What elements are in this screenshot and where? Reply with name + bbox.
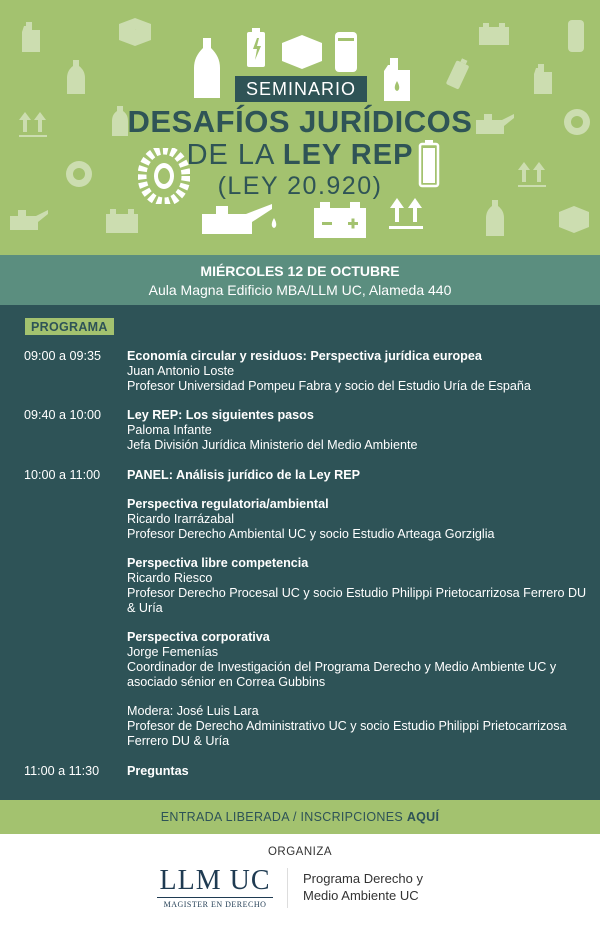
panel-moderator xyxy=(127,704,597,749)
logo-divider xyxy=(157,897,273,898)
plastic-bottle-icon xyxy=(484,198,506,238)
panel-item-role: Profesor Derecho Procesal UC y socio Estudio Philippi Prietocarrizosa Ferrero DU & Uría xyxy=(127,586,587,615)
logo-subtitle: MAGISTER EN DERECHO xyxy=(163,900,267,909)
session-title: PANEL: Análisis jurídico de la Ley REP xyxy=(127,468,361,482)
panel-item xyxy=(127,556,597,616)
registration-bar xyxy=(0,800,600,834)
session-body xyxy=(127,764,597,779)
box-icon xyxy=(556,204,592,234)
event-info-band xyxy=(0,255,600,305)
oil-jug-icon xyxy=(530,62,556,96)
logo-main-text: LLM UC xyxy=(159,865,271,896)
can-icon xyxy=(333,30,359,74)
panel-item-speaker: Ricardo Riesco xyxy=(127,571,213,585)
organizer-line-1: Programa Derecho y xyxy=(303,871,423,886)
can-icon xyxy=(566,18,586,54)
panel-item-title: Perspectiva libre competencia xyxy=(127,556,309,570)
registration-text: ENTRADA LIBERADA / INSCRIPCIONES xyxy=(160,810,404,824)
oil-jug-icon xyxy=(380,55,414,103)
panel-item xyxy=(127,630,597,690)
title-line-2 xyxy=(0,139,600,172)
program-section xyxy=(0,305,600,800)
program-label: PROGRAMA xyxy=(25,318,114,335)
moderator-role: Profesor de Derecho Administrativo UC y socio Estudio Philippi Prietocarrizosa Ferrero DU & Uría xyxy=(127,719,567,748)
session-time: 09:40 a 10:00 xyxy=(24,408,102,422)
car-battery-icon xyxy=(477,22,511,46)
car-battery-icon xyxy=(312,200,368,240)
panel-item-speaker: Ricardo Irarrázabal xyxy=(127,512,235,526)
session-time: 09:00 a 09:35 xyxy=(24,349,102,363)
event-place: Aula Magna Edificio MBA/LLM UC, Alameda 440 xyxy=(148,282,452,298)
title-line-3: (LEY 20.920) xyxy=(217,172,383,200)
session-title: Ley REP: Los siguientes pasos xyxy=(127,408,314,422)
organizer-line-2: Medio Ambiente UC xyxy=(303,888,419,903)
session-role: Profesor Universidad Pompeu Fabra y socio del Estudio Uría de España xyxy=(127,379,531,393)
panel-item-role: Coordinador de Investigación del Programa Derecho y Medio Ambiente UC y asociado sénior en Correa Gubbins xyxy=(127,660,557,689)
session-time: 11:00 a 11:30 xyxy=(24,764,100,778)
session-speaker: Juan Antonio Loste xyxy=(127,364,235,378)
session-title: Preguntas xyxy=(127,764,189,778)
session-body xyxy=(127,349,597,394)
panel-item-title: Perspectiva corporativa xyxy=(127,630,270,644)
box-icon xyxy=(115,16,155,46)
box-icon xyxy=(278,33,326,69)
session-body xyxy=(127,408,597,453)
oil-jug-icon xyxy=(18,20,44,54)
car-battery-icon xyxy=(104,208,140,234)
session-title: Economía circular y residuos: Perspectiva jurídica europea xyxy=(127,349,482,363)
this-side-up-icon xyxy=(388,196,424,230)
llm-uc-logo xyxy=(155,866,275,909)
footer-divider xyxy=(287,868,288,908)
seminar-kicker: SEMINARIO xyxy=(235,76,367,102)
session-role: Jefa División Jurídica Ministerio del Medio Ambiente xyxy=(127,438,418,452)
battery-icon xyxy=(448,58,468,90)
organizer-program xyxy=(303,870,423,904)
title-line-1: DESAFÍOS JURÍDICOS xyxy=(127,104,473,139)
title-line-2-emphasis: LEY REP xyxy=(282,139,414,171)
session-body xyxy=(127,468,597,483)
title-line-2-prefix: DE LA xyxy=(186,139,274,171)
panel-item-title: Perspectiva regulatoria/ambiental xyxy=(127,497,329,511)
registration-link[interactable]: AQUÍ xyxy=(406,810,440,824)
plastic-bottle-icon xyxy=(65,58,87,96)
bottle-icon xyxy=(192,36,222,102)
moderator-name: Modera: José Luis Lara xyxy=(127,704,259,718)
organiza-label: ORGANIZA xyxy=(267,846,333,858)
session-speaker: Paloma Infante xyxy=(127,423,212,437)
battery-icon xyxy=(246,28,266,68)
hero-header xyxy=(0,0,600,255)
oil-can-icon xyxy=(6,206,52,232)
panel-item-speaker: Jorge Femenías xyxy=(127,645,218,659)
event-date: MIÉRCOLES 12 DE OCTUBRE xyxy=(200,263,400,279)
panel-item-role: Profesor Derecho Ambiental UC y socio Estudio Arteaga Gorziglia xyxy=(127,527,495,541)
panel-item xyxy=(127,497,597,542)
session-time: 10:00 a 11:00 xyxy=(24,468,101,482)
oil-can-icon xyxy=(196,200,282,236)
